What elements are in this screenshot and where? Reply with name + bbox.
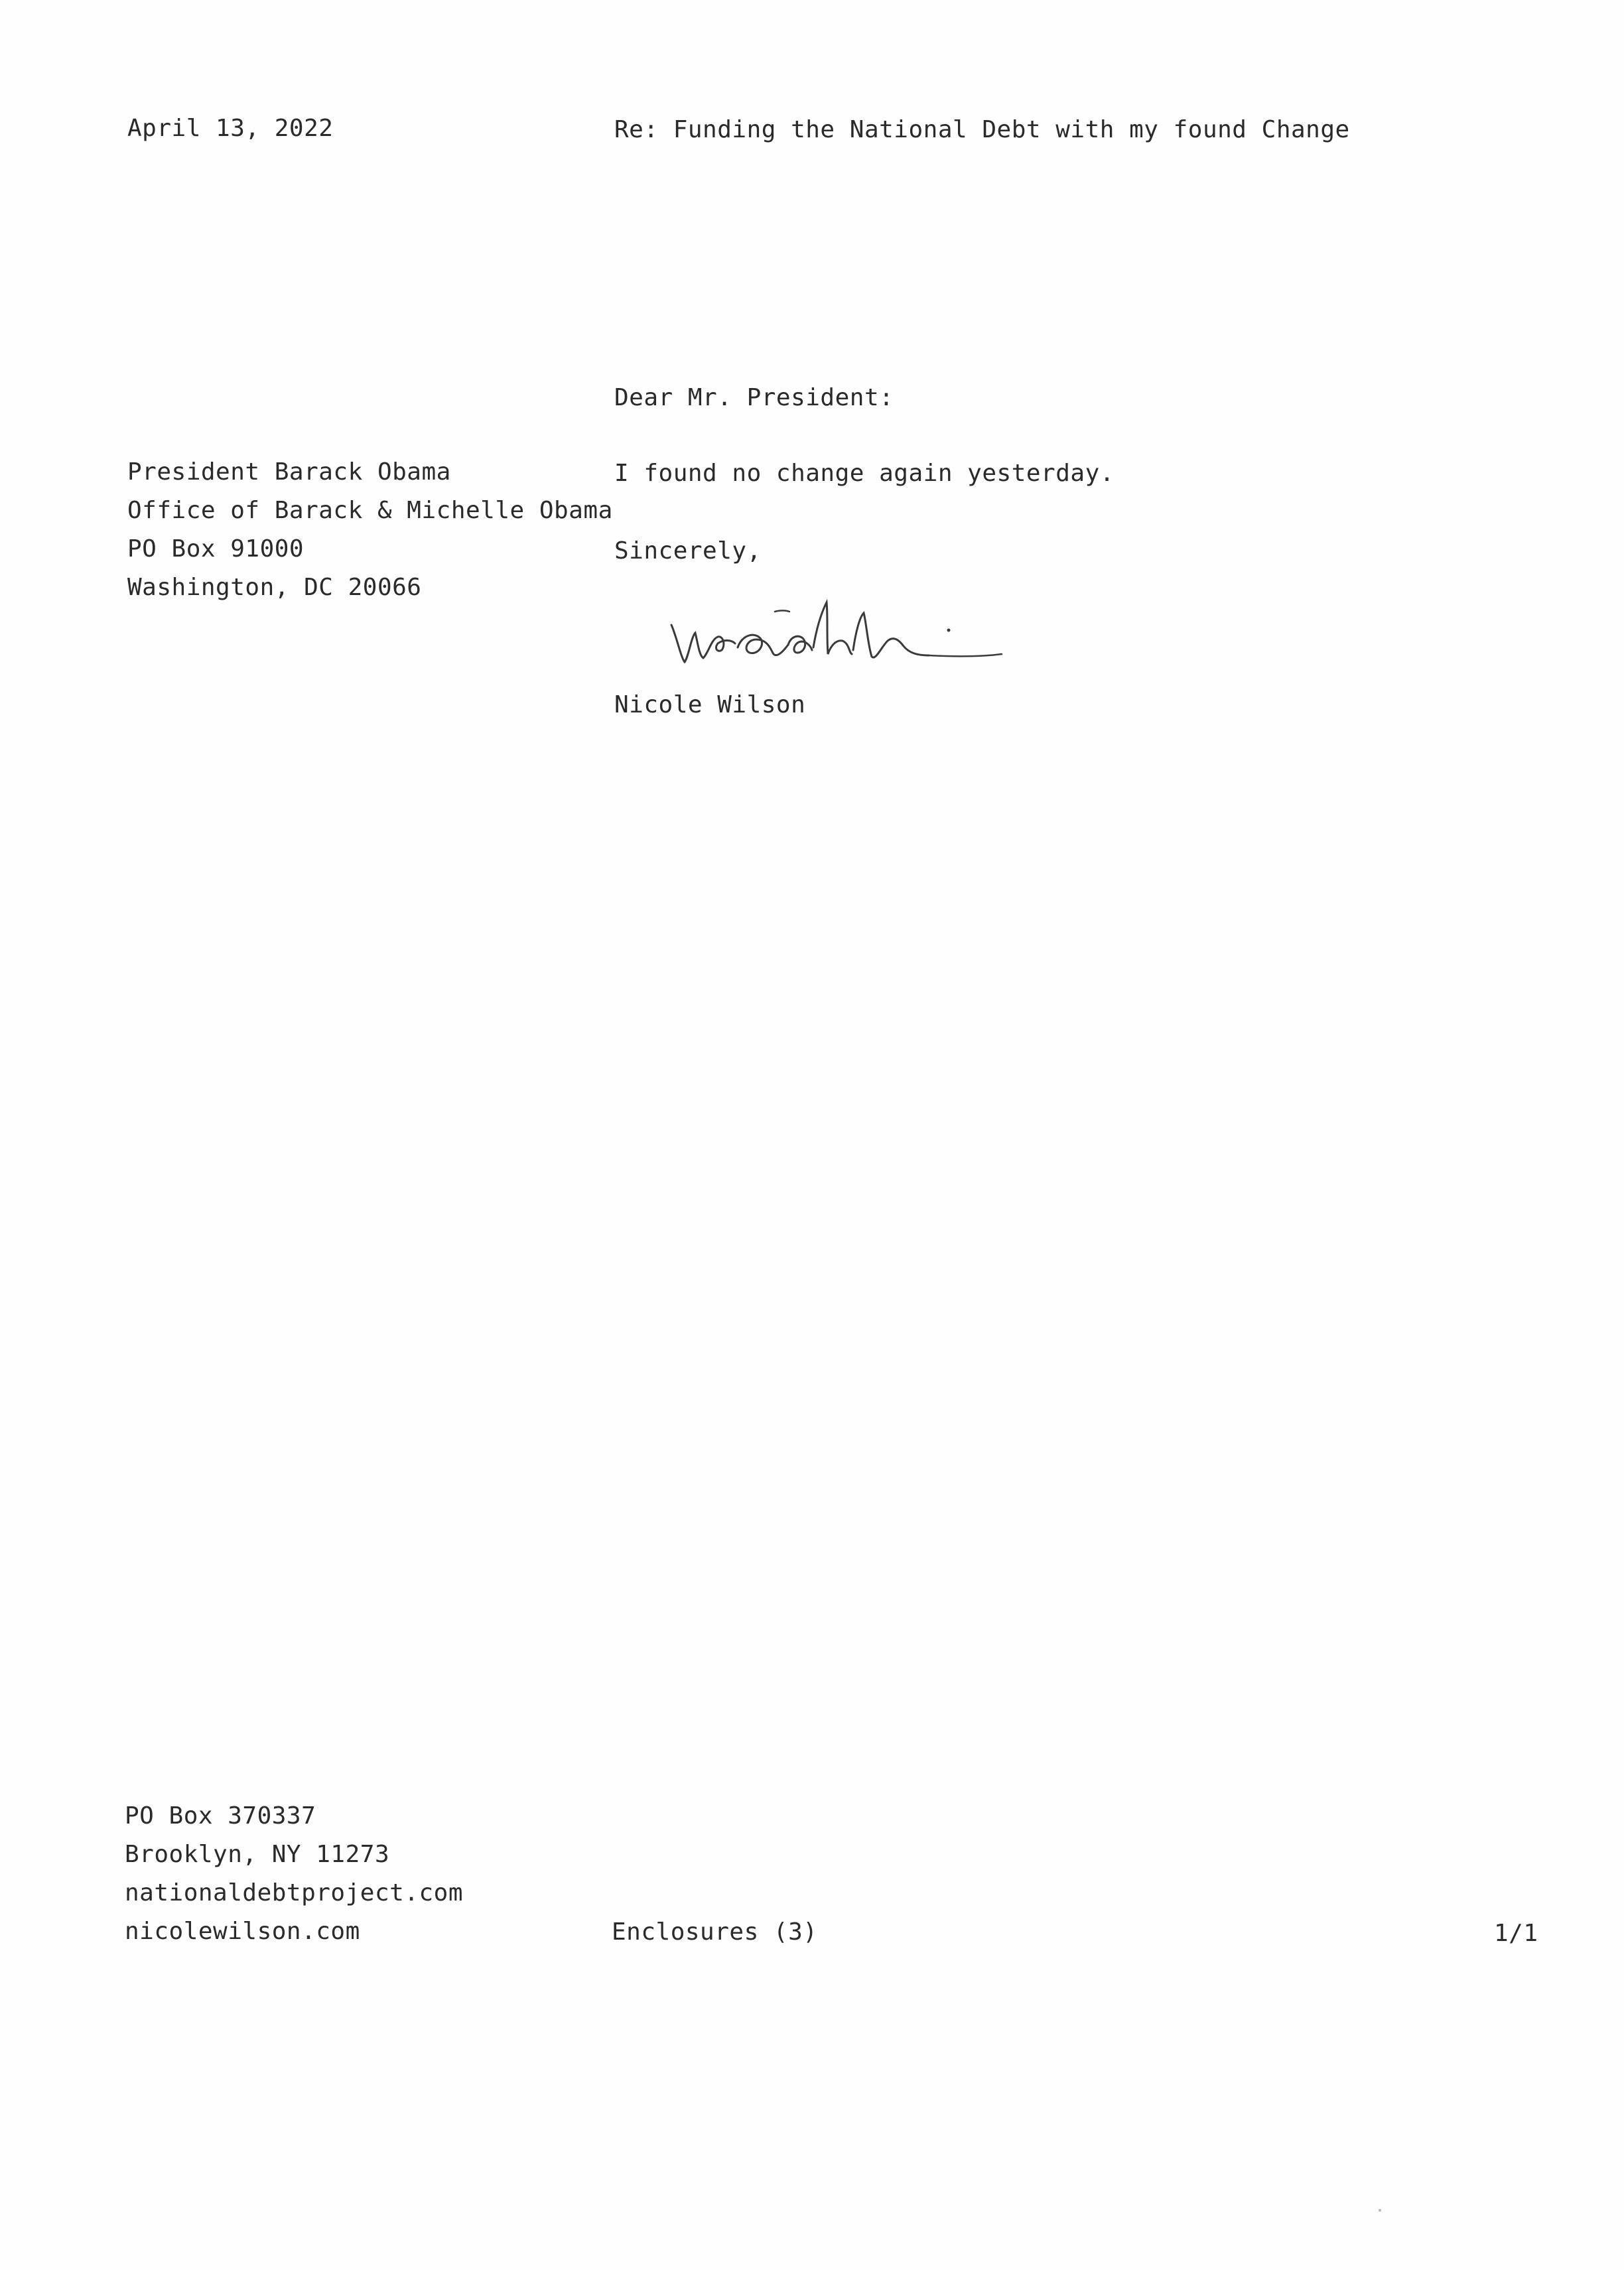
sender-city: Brooklyn, NY 11273 <box>125 1841 390 1868</box>
handwritten-signature-icon <box>657 584 1015 683</box>
letter-subject: Re: Funding the National Debt with my found Change <box>614 116 1350 143</box>
recipient-office: Office of Barack & Michelle Obama <box>127 497 613 524</box>
salutation: Dear Mr. President: <box>614 384 894 411</box>
sender-po-box: PO Box 370337 <box>125 1802 316 1830</box>
recipient-address <box>127 453 613 607</box>
letter-date: April 13, 2022 <box>127 115 334 142</box>
recipient-name: President Barack Obama <box>127 458 451 486</box>
sender-address <box>125 1797 463 1951</box>
signer-name: Nicole Wilson <box>614 691 806 718</box>
recipient-po-box: PO Box 91000 <box>127 535 304 563</box>
sender-website-personal: nicolewilson.com <box>125 1918 360 1945</box>
page-number: 1/1 <box>1494 1920 1538 1947</box>
letter-body: I found no change again yesterday. <box>614 460 1115 487</box>
enclosures-note: Enclosures (3) <box>612 1918 818 1946</box>
recipient-city: Washington, DC 20066 <box>127 574 422 601</box>
sender-website-project: nationaldebtproject.com <box>125 1879 463 1906</box>
paper-speck <box>1379 2209 1381 2212</box>
closing: Sincerely, <box>614 537 762 565</box>
